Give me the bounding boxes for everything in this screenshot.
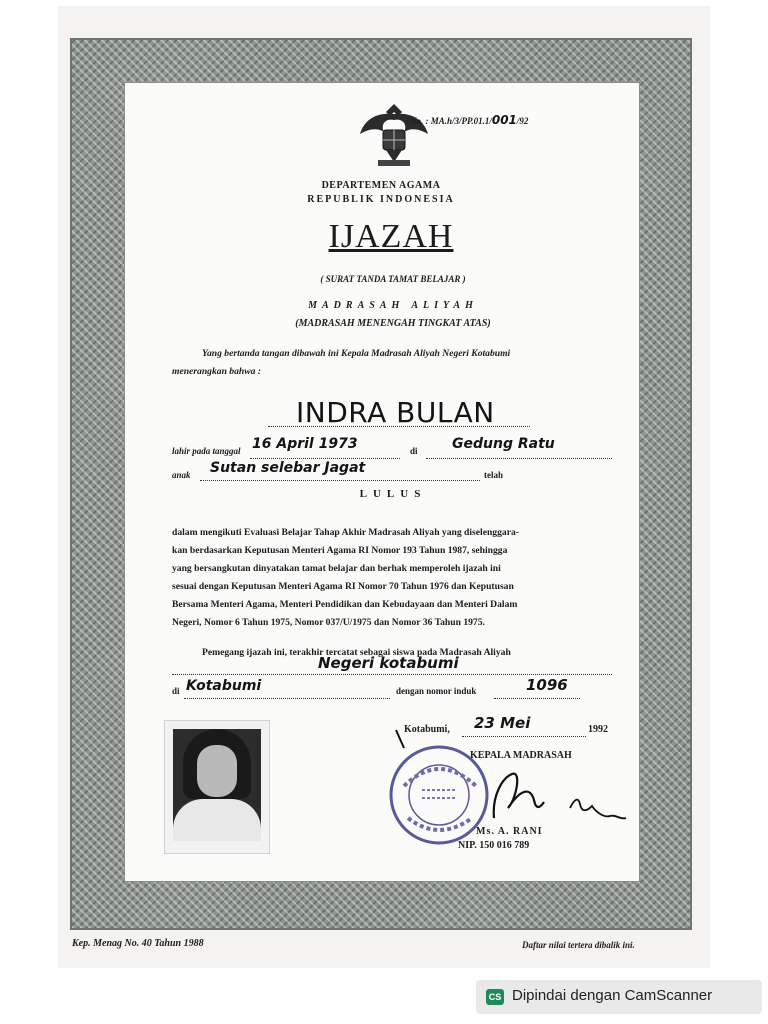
born-place-label: di — [410, 446, 418, 456]
issue-place: Kotabumi, — [404, 724, 450, 735]
student-photo — [164, 720, 270, 854]
legal-paragraph — [172, 524, 622, 632]
telah-label: telah — [484, 470, 503, 480]
di-label: di — [172, 686, 180, 696]
issue-date: 23 Mei — [474, 714, 531, 732]
issue-year: 1992 — [588, 724, 608, 735]
ministry-heading: DEPARTEMEN AGAMA — [321, 180, 441, 191]
camscanner-text: Dipindai dengan CamScanner — [512, 987, 713, 1004]
paragraph-line: Bersama Menteri Agama, Menteri Pendidikan dan Kebudayaan dan Menteri Dalam — [172, 599, 518, 610]
born-label: lahir pada tanggal — [172, 446, 241, 456]
intro-line-2: menerangkan bahwa : — [172, 366, 262, 377]
paragraph-line: dalam mengikuti Evaluasi Belajar Tahap Akhir Madrasah Aliyah yang diselenggara- — [172, 527, 519, 538]
birth-date: 16 April 1973 — [252, 436, 358, 452]
republic-heading: REPUBLIK INDONESIA — [307, 194, 455, 205]
footer-decree: Kep. Menag No. 40 Tahun 1988 — [72, 938, 204, 949]
intro-line-1: Yang bertanda tangan dibawah ini Kepala Madrasah Aliyah Negeri Kotabumi — [202, 348, 511, 359]
document-number — [410, 113, 528, 127]
school-type: MADRASAH ALIYAH — [308, 300, 478, 311]
birth-place: Gedung Ratu — [452, 436, 555, 452]
garuda-emblem — [356, 98, 432, 170]
document-number-suffix: /92 — [516, 116, 529, 126]
child-label: anak — [172, 470, 191, 480]
camscanner-logo-icon: CS — [486, 989, 504, 1005]
document-title: IJAZAH — [328, 218, 454, 255]
school-name: Negeri kotabumi — [318, 654, 459, 672]
paragraph-line: yang bersangkutan dinyatakan tamat belajar dan berhak memperoleh ijazah ini — [172, 563, 501, 574]
father-name: Sutan selebar Jagat — [210, 460, 366, 476]
document-subtitle: ( SURAT TANDA TAMAT BELAJAR ) — [320, 274, 466, 284]
footer-note: Daftar nilai tertera dibalik ini. — [522, 940, 635, 950]
school-type-description: (MADRASAH MENENGAH TINGKAT ATAS) — [295, 318, 491, 329]
signatory-nip: NIP. 150 016 789 — [458, 840, 530, 851]
paragraph-line: sesuai dengan Keputusan Menteri Agama RI Nomor 70 Tahun 1976 dan Keputusan — [172, 581, 514, 592]
holder-line: Pemegang ijazah ini, terakhir tercatat sebagai siswa pada Madrasah Aliyah — [202, 647, 511, 658]
paragraph-line: kan berdasarkan Keputusan Menteri Agama RI Nomor 193 Tahun 1987, sehingga — [172, 545, 508, 556]
student-name: INDRA BULAN — [296, 396, 495, 429]
document-number-value: 001 — [491, 113, 517, 127]
signatory-title: KEPALA MADRASAH — [470, 750, 572, 761]
paragraph-line: Negeri, Nomor 6 Tahun 1975, Nomor 037/U/1975 dan Nomor 36 Tahun 1975. — [172, 617, 485, 628]
result-lulus: LULUS — [359, 488, 427, 500]
signatory-name: Ms. A. RANI — [476, 826, 543, 837]
induk-number: 1096 — [526, 676, 568, 694]
induk-label: dengan nomor induk — [396, 686, 477, 696]
camscanner-watermark — [476, 980, 762, 1014]
school-city: Kotabumi — [186, 678, 262, 694]
document-number-label: No. : MA.h/3/PP.01.1/ — [410, 116, 492, 126]
